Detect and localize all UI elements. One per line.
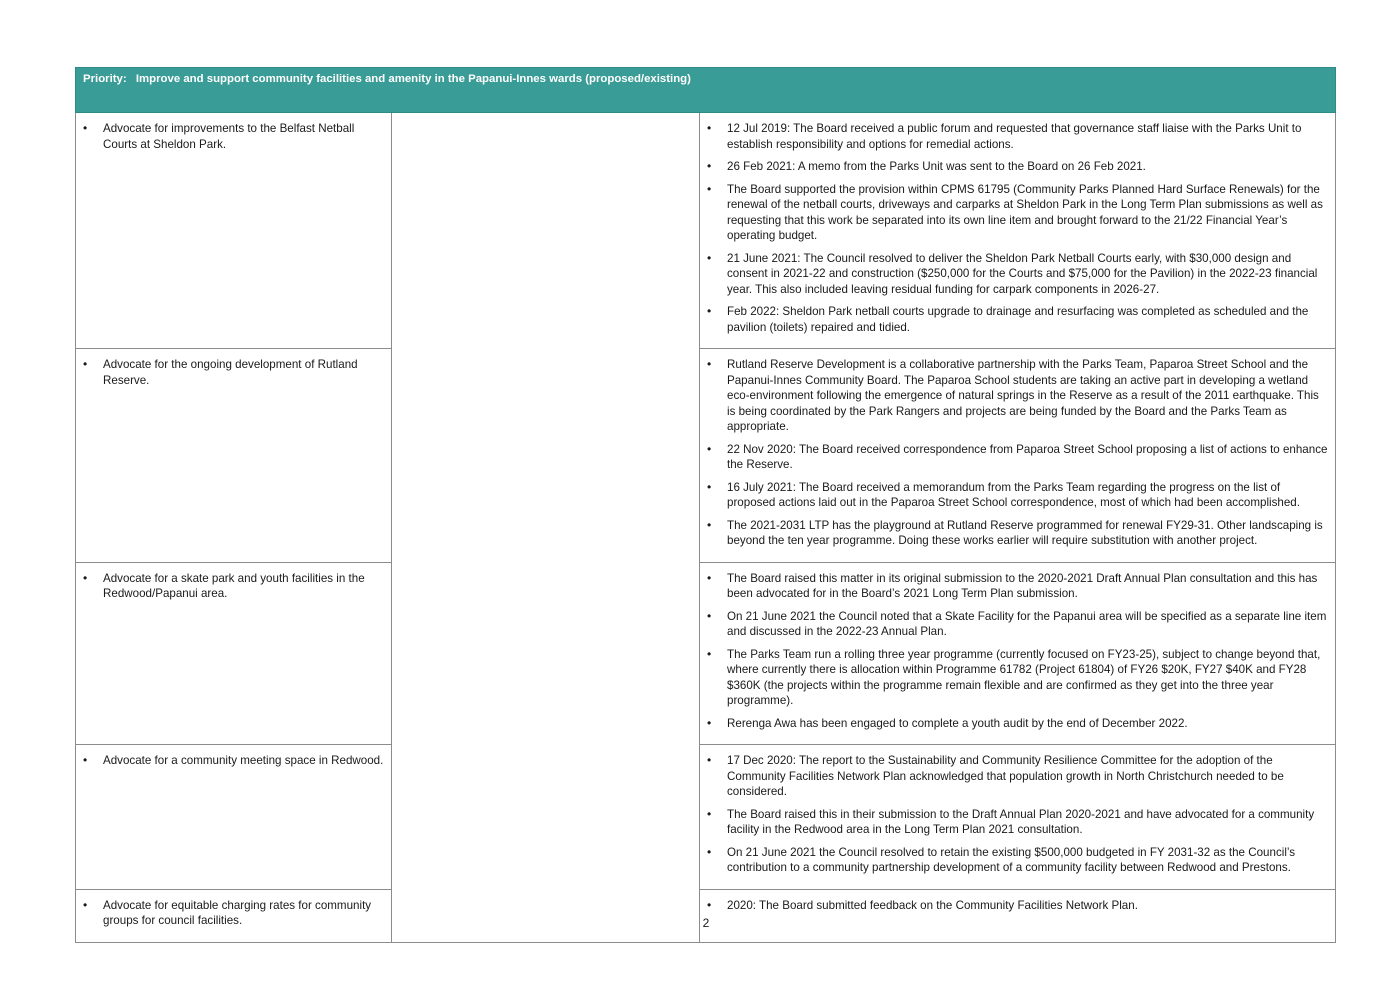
update-item: • The Parks Team run a rolling three year programme (currently focused on FY23-25), subject to change beyond that, where currently there is allocation within Programme 61782 (Project 61804) of FY26 $20K, FY27 $40K and FY28 $360K (the projects within the programme remain flexible and are confirmed as they get into the three year programme). (727, 647, 1329, 709)
updates-cell (700, 745, 1336, 890)
update-item: • On 21 June 2021 the Council resolved to retain the existing $500,000 budgeted in FY 2031-32 as the Council’s contribution to a community partnership development of a community facility between Redwood and Prestons. (727, 845, 1329, 876)
update-item: • Rerenga Awa has been engaged to complete a youth audit by the end of December 2022. (727, 716, 1329, 732)
update-item: • 16 July 2021: The Board received a memorandum from the Parks Team regarding the progress on the list of proposed actions laid out in the Paparoa Street School correspondence, most of which had been accomplished. (727, 480, 1329, 511)
update-item: • 17 Dec 2020: The report to the Sustainability and Community Resilience Committee for the adoption of the Community Facilities Network Plan acknowledged that population growth in North Christchurch needed to be considered. (727, 753, 1329, 800)
goal-cell (76, 113, 392, 349)
update-item: • 21 June 2021: The Council resolved to deliver the Sheldon Park Netball Courts early, with $30,000 design and consent in 2021-22 and construction ($250,000 for the Courts and $75,000 for the Pavilion) in the 2022-23 financial year. This also included leaving residual funding for carpark components in 2026-27. (727, 251, 1329, 298)
priority-label: Priority: (83, 73, 127, 85)
priority-table (75, 67, 1336, 943)
update-item: • The Board supported the provision within CPMS 61795 (Community Parks Planned Hard Surface Renewals) for the renewal of the netball courts, driveways and carparks at Sheldon Park in the Long Term Plan submissions as well as requesting that this work be separated into its own line item and brought forward to the 21/22 Financial Year’s operating budget. (727, 182, 1329, 244)
goal-text: • Advocate for equitable charging rates for community groups for council facilities. (103, 898, 385, 929)
priority-title: Improve and support community facilities and amenity in the Papanui-Innes wards (proposed/existing) (135, 73, 691, 85)
table-row (76, 745, 1336, 890)
priority-header (76, 68, 1336, 113)
update-item: • 2020: The Board submitted feedback on the Community Facilities Network Plan. (727, 898, 1329, 914)
updates-cell (700, 562, 1336, 745)
updates-cell (700, 349, 1336, 563)
update-item: • The Board raised this matter in its original submission to the 2020-2021 Draft Annual Plan consultation and this has been advocated for in the Board’s 2021 Long Term Plan submission. (727, 571, 1329, 602)
update-item: • Feb 2022: Sheldon Park netball courts upgrade to drainage and resurfacing was completed as scheduled and the pavilion (toilets) repaired and tidied. (727, 304, 1329, 335)
table-row (76, 562, 1336, 745)
goal-cell (76, 745, 392, 890)
update-item: • 26 Feb 2021: A memo from the Parks Unit was sent to the Board on 26 Feb 2021. (727, 159, 1329, 175)
update-item: • 22 Nov 2020: The Board received correspondence from Paparoa Street School proposing a list of actions to enhance the Reserve. (727, 442, 1329, 473)
goal-cell (76, 349, 392, 563)
table-row (76, 113, 1336, 349)
update-item: • The 2021-2031 LTP has the playground at Rutland Reserve programmed for renewal FY29-31. Other landscaping is beyond the ten year programme. Doing these works earlier will require substitution with another project. (727, 518, 1329, 549)
update-item: • On 21 June 2021 the Council noted that a Skate Facility for the Papanui area will be specified as a separate line item and discussed in the 2022-23 Annual Plan. (727, 609, 1329, 640)
priority-header-row (76, 68, 1336, 113)
page-number: 2 (702, 916, 710, 930)
goal-text: • Advocate for improvements to the Belfast Netball Courts at Sheldon Park. (103, 121, 385, 152)
update-item: • 12 Jul 2019: The Board received a public forum and requested that governance staff liaise with the Parks Unit to establish responsibility and options for remedial actions. (727, 121, 1329, 152)
goal-cell (76, 562, 392, 745)
table-row (76, 349, 1336, 563)
update-item: • Rutland Reserve Development is a collaborative partnership with the Parks Team, Paparoa Street School and the Papanui-Innes Community Board. The Paparoa School students are taking an active part in developing a wetland eco-environment following the emergence of natural springs in the Reserve as a result of the 2011 earthquake. This is being coordinated by the Park Rangers and projects are being funded by the Board and the Parks Team as appropriate. (727, 357, 1329, 435)
goal-text: • Advocate for a community meeting space in Redwood. (103, 753, 385, 769)
goal-text: • Advocate for the ongoing development of Rutland Reserve. (103, 357, 385, 388)
goal-text: • Advocate for a skate park and youth facilities in the Redwood/Papanui area. (103, 571, 385, 602)
blank-column-cell (392, 113, 700, 943)
updates-cell (700, 113, 1336, 349)
update-item: • The Board raised this in their submission to the Draft Annual Plan 2020-2021 and have advocated for a community facility in the Redwood area in the Long Term Plan 2021 consultation. (727, 807, 1329, 838)
